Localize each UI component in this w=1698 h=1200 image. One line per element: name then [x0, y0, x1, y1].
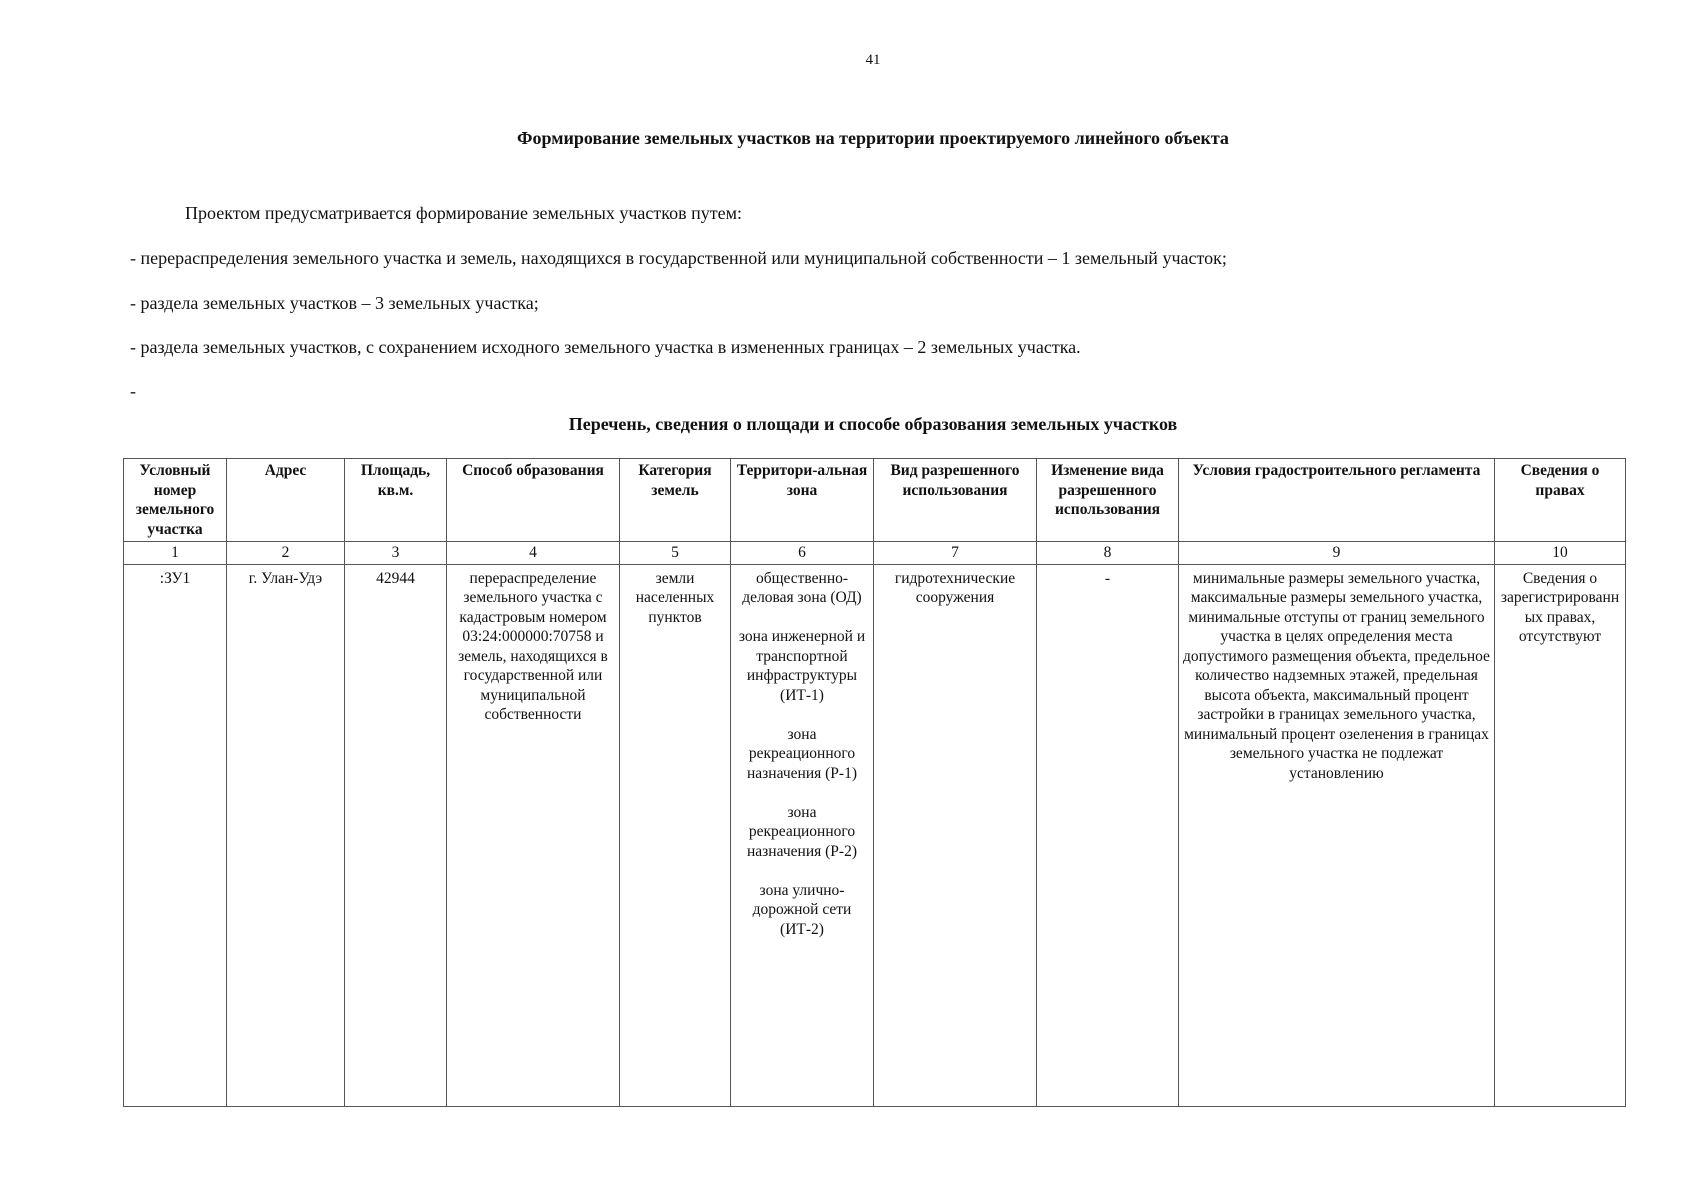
permitted-use-cell: гидротехнические сооружения	[874, 564, 1037, 1106]
header-address: Адрес	[227, 459, 345, 542]
zone-entry: зона рекреационного назначения (Р-1)	[747, 725, 857, 782]
column-number: 7	[874, 542, 1037, 565]
column-number: 2	[227, 542, 345, 565]
zone-cell	[731, 564, 874, 1106]
column-number: 5	[620, 542, 731, 565]
land-plots-table	[123, 458, 1626, 1107]
table-row	[124, 564, 1626, 1106]
use-change-cell: -	[1037, 564, 1179, 1106]
column-number: 8	[1037, 542, 1179, 565]
area-cell: 42944	[345, 564, 447, 1106]
zone-entry: общественно-деловая зона (ОД)	[742, 569, 862, 606]
zone-entry: зона улично-дорожной сети (ИТ-2)	[752, 881, 852, 938]
page-number: 41	[865, 52, 881, 68]
header-permitted-use: Вид разрешенного использования	[874, 459, 1037, 542]
bullet-item: -	[130, 381, 136, 401]
header-regulation: Условия градостроительного регламента	[1179, 459, 1495, 542]
section-heading: Формирование земельных участков на территории проектируемого линейного объекта	[517, 128, 1229, 148]
header-category: Категория земель	[620, 459, 731, 542]
header-plot-number: Условный номер земельного участка	[124, 459, 227, 542]
category-cell: земли населенных пунктов	[620, 564, 731, 1106]
table-title: Перечень, сведения о площади и способе образования земельных участков	[568, 414, 1178, 434]
header-rights: Сведения о правах	[1495, 459, 1626, 542]
address-cell: г. Улан-Удэ	[227, 564, 345, 1106]
regulation-cell: минимальные размеры земельного участка, максимальные размеры земельного участка, минимальные отступы от границ земельного участка в целях определения места допустимого размещения объекта, предельное количество надземных этажей, предельная высота объекта, максимальный процент застройки в границах земельного участка, минимальный процент озеленения в границах земельного участка не подлежат установлению	[1179, 564, 1495, 1106]
plot-number-cell: :ЗУ1	[124, 564, 227, 1106]
column-number: 9	[1179, 542, 1495, 565]
bullet-item: - раздела земельных участков, с сохранением исходного земельного участка в измененных границах – 2 земельных участка.	[130, 337, 1081, 357]
bullet-item: - раздела земельных участков – 3 земельных участка;	[130, 293, 539, 313]
bullet-item: - перераспределения земельного участка и земель, находящихся в государственной или муниципальной собственности – 1 земельный участок;	[130, 248, 1227, 268]
column-number: 6	[731, 542, 874, 565]
column-number-row	[124, 542, 1626, 565]
header-method: Способ образования	[447, 459, 620, 542]
header-area: Площадь, кв.м.	[345, 459, 447, 542]
method-cell: перераспределение земельного участка с кадастровым номером 03:24:000000:70758 и земель, находящихся в государственной или муниципальной собственности	[447, 564, 620, 1106]
table-header-row	[124, 459, 1626, 542]
intro-paragraph: Проектом предусматривается формирование земельных участков путем:	[185, 203, 742, 223]
zone-entry: зона рекреационного назначения (Р-2)	[747, 803, 857, 860]
header-zone: Территори-альная зона	[731, 459, 874, 542]
column-number: 1	[124, 542, 227, 565]
column-number: 3	[345, 542, 447, 565]
header-use-change: Изменение вида разрешенного использования	[1037, 459, 1179, 542]
rights-cell: Сведения о зарегистрированных правах, отсутствуют	[1495, 564, 1626, 1106]
column-number: 4	[447, 542, 620, 565]
column-number: 10	[1495, 542, 1626, 565]
zone-entry: зона инженерной и транспортной инфраструктуры (ИТ-1)	[738, 628, 866, 704]
